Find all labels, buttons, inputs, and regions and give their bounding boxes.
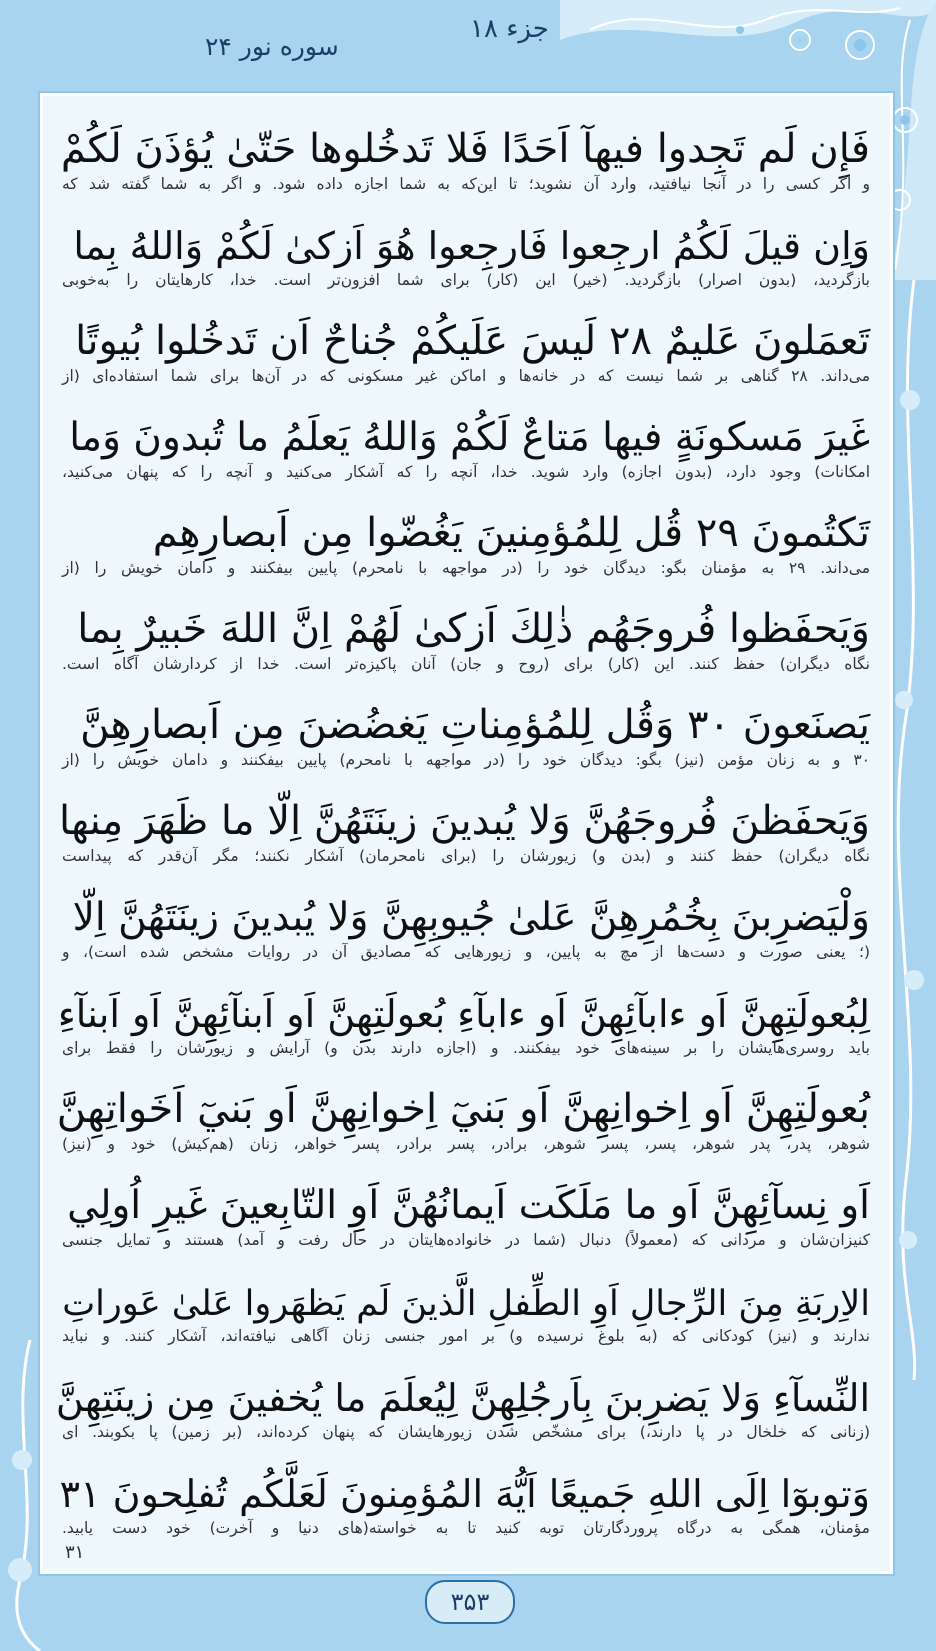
translation-line: امکانات) وجود دارد، (بدون اجازه) وارد شوید. خدا، آنچه را که آشکار می‌کنید و آنچه را که پنهان می‌کنید، <box>62 463 870 481</box>
page-header <box>0 0 936 90</box>
translation-line: ۳۰ و به زنان مؤمن (نیز) بگو: دیدگان خود را (در مواجهه با نامحرم) پایین بیفکنند و دامان خویش را (از <box>62 751 870 769</box>
arabic-line: تَكتُمونَ ۲۹ قُل لِلمُؤمِنينَ يَغُضّوا مِن اَبصارِهِم <box>152 510 870 556</box>
margin-verse-number: ۳۱ <box>65 1542 85 1563</box>
translation-line: ندارند و (نیز) کودکانی که (به بلوغ نرسیده و) بر امور جنسی زنان آگاهی نیافته‌اند، آشکار کنند. و نباید <box>62 1327 870 1345</box>
arabic-line: فَإِن لَم تَجِدوا فيهآ اَحَدًا فَلا تَدخُلوها حَتّىٰ يُؤذَنَ لَكُمْ <box>60 126 870 172</box>
arabic-line: الاِربَةِ مِنَ الرِّجالِ اَوِ الطِّفلِ الَّذينَ لَم يَظهَروا عَلىٰ عَوراتِ <box>62 1284 870 1324</box>
arabic-line: تَعمَلونَ عَليمٌ ۲۸ لَيسَ عَلَيكُمْ جُناحٌ اَن تَدخُلوا بُيوتًا <box>75 318 870 364</box>
arabic-line: يَصنَعونَ ۳۰ وَقُل لِلمُؤمِناتِ يَغضُضنَ مِن اَبصارِهِنَّ <box>80 702 870 748</box>
translation-line: شوهر، پدر، پدر شوهر، پسر، پسر شوهر، برادر، پسر برادر، پسر خواهر، زنان (هم‌کیش) خود و (نیز) <box>62 1135 870 1153</box>
translation-line: بازگردید، (بدون اصرار) بازگردید. (خیر) این (کار) برای شما افزون‌تر است. خدا، کارهایتان را به‌خوبی <box>62 271 870 289</box>
surah-label: سوره نور ۲۴ <box>205 32 339 61</box>
translation-line: کنیزان‌شان و مردانی که (معمولاً) دنبال (شما در خانواده‌هایتان در حال رفت و آمد) هستند و تمایل جنسی <box>62 1231 870 1249</box>
translation-line: (؛ یعنی صورت و دست‌ها از مچ به پایین، و زیورهایی که مصادیق آن در روایات مشخص شده است)، و <box>62 943 870 961</box>
arabic-line: اَو نِسآئِهِنَّ اَو ما مَلَكَت اَيمانُهُنَّ اَوِ التّابِعينَ غَيرِ اُولِي <box>67 1183 870 1228</box>
arabic-line: وَيَحفَظوا فُروجَهُم ذٰلِكَ اَزكىٰ لَهُمْ اِنَّ اللهَ خَبيرٌ بِما <box>77 606 870 652</box>
arabic-line: وَلْيَضرِبنَ بِخُمُرِهِنَّ عَلىٰ جُيوبِهِنَّ وَلا يُبدينَ زينَتَهُنَّ اِلّا <box>72 895 870 940</box>
arabic-line: وَيَحفَظنَ فُروجَهُنَّ وَلا يُبدينَ زينَتَهُنَّ اِلّا ما ظَهَرَ مِنها <box>59 798 870 844</box>
arabic-line: وَاِن قيلَ لَكُمُ ارجِعوا فَارجِعوا هُوَ اَزكىٰ لَكُمْ وَاللهُ بِما <box>73 224 870 268</box>
arabic-line: بُعولَتِهِنَّ اَو اِخوانِهِنَّ اَو بَنيٓ اِخوانِهِنَّ اَو بَنيٓ اَخَواتِهِنَّ <box>56 1086 870 1132</box>
arabic-line: لِبُعولَتِهِنَّ اَو ءابآئِهِنَّ اَو ءابآءِ بُعولَتِهِنَّ اَو اَبنآئِهِنَّ اَو اَبنآءِ <box>57 992 870 1036</box>
page-number: ۳۵۳ <box>425 1580 515 1624</box>
arabic-line: غَيرَ مَسكونَةٍ فيها مَتاعٌ لَكُمْ وَاللهُ يَعلَمُ ما تُبدونَ وَما <box>69 415 870 460</box>
arabic-line: وَتوبوٓا اِلَى اللهِ جَميعًا اَيُّهَ المُؤمِنونَ لَعَلَّكُم تُفلِحونَ ۳۱ <box>59 1472 870 1516</box>
translation-line: می‌داند. ۲۸ گناهی بر شما نیست که در خانه‌ها و اماکن غیر مسکونی که در آن‌ها برای شما استفاده‌ای (از <box>62 367 871 385</box>
translation-line: (زنانی که خلخال در پا دارند،) برای مشخّص شدن زیورهایشان که پنهان کرده‌اند، (بر زمین) پا بکوبند. ای <box>62 1423 870 1441</box>
translation-line: می‌داند. ۲۹ به مؤمنان بگو: دیدگان خود را (در مواجهه با نامحرم) پایین بیفکنند و دامان خویش را (از <box>62 559 871 577</box>
translation-line: و اگر کسی را در آنجا نیافتید، وارد آن نشوید؛ تا این‌که به شما اجازه داده شود. و اگر به شما گفته شد که <box>62 175 870 193</box>
translation-line: نگاه دیگران) حفظ کنند. این (کار) برای (روح و جان) آنان پاکیزه‌تر است. خدا از کردارشان آگاه است. <box>62 655 870 673</box>
translation-line: مؤمنان، همگی به درگاه پروردگارتان توبه کنید تا به خواسته(های دنیا و آخرت) خود دست یابید. <box>62 1519 870 1537</box>
juz-label: جزء ۱۸ <box>470 14 549 44</box>
translation-line: نگاه دیگران) حفظ کنند و (بدن و) زیورشان را (برای نامحرمان) آشکار نکنند؛ مگر آن‌قدر که پیداست <box>62 847 870 865</box>
translation-line: باید روسری‌هایشان را بر سینه‌های خود بیفکنند. و (اجازه دارند بدن و) آرایش و زیورشان را فقط برای <box>62 1039 870 1057</box>
arabic-line: النِّسآءِ وَلا يَضرِبنَ بِاَرجُلِهِنَّ لِيُعلَمَ ما يُخفينَ مِن زينَتِهِنَّ <box>55 1376 870 1420</box>
verse-lines <box>56 100 876 1540</box>
